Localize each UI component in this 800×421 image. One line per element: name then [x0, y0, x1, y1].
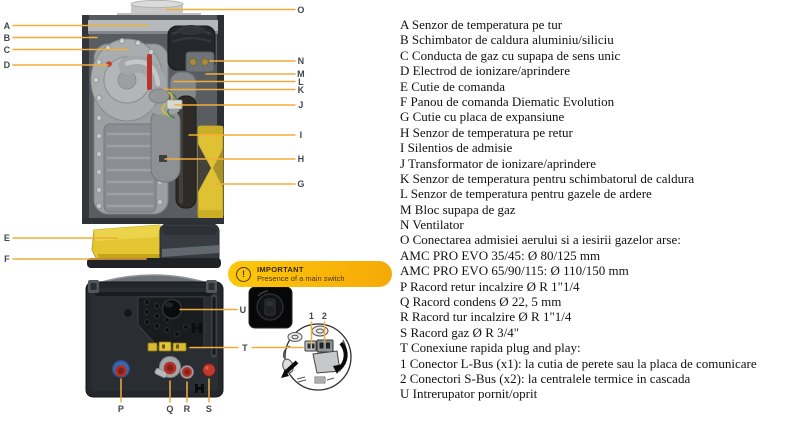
legend-item: H Senzor de temperatura pe retur [400, 124, 573, 140]
legend-item: D Electrod de ionizare/aprindere [400, 63, 570, 79]
callout-label-e: E [3, 233, 11, 243]
legend-item: S Racord gaz Ø R 3/4" [400, 324, 520, 340]
return-connection [113, 361, 130, 378]
callout-label-t: T [242, 342, 248, 353]
callout-label-q: Q [166, 404, 174, 414]
callout-label-b: B [3, 32, 11, 43]
callout-label-o: O [297, 4, 305, 15]
callout-label-s: S [205, 404, 213, 414]
callout-label-1: 1 [308, 311, 315, 321]
callout-label-u: U [239, 304, 247, 315]
important-note [228, 261, 392, 287]
expansion-box [198, 126, 223, 218]
legend-item: K Senzor de temperatura pentru schimbatorul de caldura [400, 170, 695, 186]
legend-item: 2 Conectori S-Bus (x2): la centralele termice in cascada [400, 370, 691, 386]
ignition-electrode [106, 61, 112, 67]
connector-location-inset [281, 324, 351, 390]
callout-label-a: A [3, 20, 11, 31]
legend-item: R Racord tur incalzire Ø R 1"1/4 [400, 309, 572, 325]
switch-detail-inset [249, 287, 292, 328]
legend [400, 17, 798, 402]
plug-and-play-connectors [148, 342, 186, 351]
callout-label-2: 2 [321, 311, 328, 321]
callout-label-r: R [183, 404, 191, 414]
legend-item: 1 Conector L-Bus (x1): la cutia de perete sau la placa de comunicare [400, 355, 757, 371]
legend-item: G Cutie cu placa de expansiune [400, 109, 565, 125]
warning-icon: ! [236, 267, 251, 282]
legend-item: A Senzor de temperatura pe tur [400, 17, 563, 32]
control-box [92, 225, 166, 262]
condensate-cylinder [151, 105, 180, 182]
legend-item: O Conectarea admisiei aerului si a iesirii gazelor arse: [400, 232, 681, 248]
callout-label-k: K [297, 84, 305, 95]
boiler-internal-view [82, 0, 224, 268]
boiler-bottom-view [86, 275, 223, 397]
legend-item: AMC PRO EVO 65/90/115: Ø 110/150 mm [400, 263, 629, 279]
gas-connection [203, 364, 215, 376]
callout-label-i: I [299, 130, 303, 140]
legend-item: C Conducta de gaz cu supapa de sens unic [400, 47, 621, 63]
legend-item: U Intrerupator pornit/oprit [400, 386, 538, 402]
legend-item: P Racord retur incalzire Ø R 1"1/4 [400, 278, 580, 294]
legend-item: I Silentios de admisie [400, 140, 513, 156]
callout-label-g: G [297, 179, 305, 189]
legend-item: L Senzor de temperatura pentru gazele de ardere [400, 186, 652, 202]
legend-item: AMC PRO EVO 35/45: Ø 80/125 mm [400, 247, 601, 263]
callout-label-l: L [298, 76, 304, 87]
legend-item: B Schimbator de caldura aluminiu/siliciu [400, 32, 614, 48]
legend-item: J Transformator de ionizare/aprindere [400, 155, 597, 171]
flow-connection [181, 366, 194, 379]
callout-label-f: F [4, 254, 10, 264]
legend-item: M Bloc supapa de gaz [400, 201, 516, 217]
callout-label-m: M [297, 69, 305, 79]
callout-label-d: D [3, 60, 11, 70]
callout-label-j: J [298, 100, 304, 110]
legend-item: F Panou de comanda Diematic Evolution [400, 93, 615, 109]
legend-item: N Ventilator [400, 217, 464, 233]
main-switch-knob [163, 300, 182, 319]
important-subtitle: Presence of a main switch [257, 274, 345, 283]
legend-item: Q Racord condens Ø 22, 5 mm [400, 294, 562, 310]
callout-label-p: P [117, 404, 125, 414]
callout-label-h: H [297, 154, 305, 164]
important-note-text [257, 265, 345, 283]
legend-item: T Conexiune rapida plug and play: [400, 340, 581, 356]
legend-item: E Cutie de comanda [400, 78, 506, 94]
important-title: IMPORTANT [257, 265, 304, 274]
callout-label-n: N [297, 56, 305, 66]
callout-label-c: C [3, 44, 11, 55]
